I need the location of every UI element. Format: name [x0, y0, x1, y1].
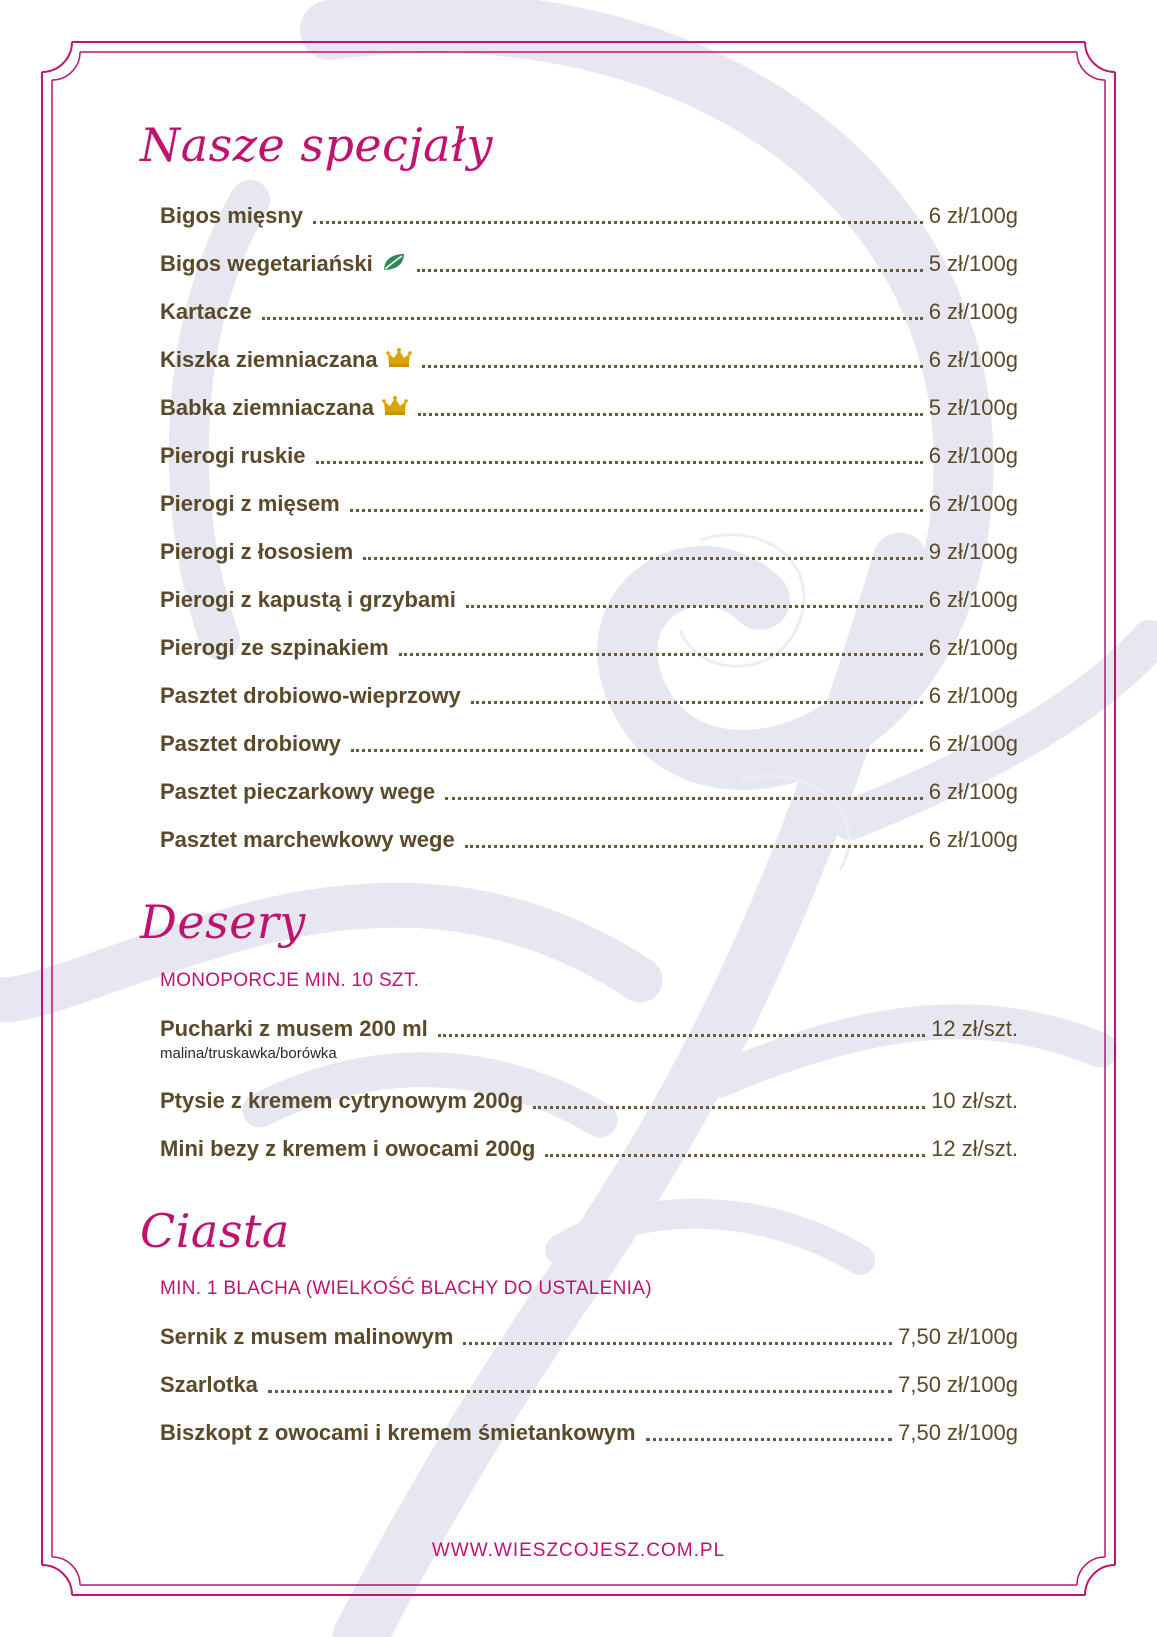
menu-item [160, 346, 1018, 394]
menu-item-name [160, 1419, 636, 1447]
menu-item-row [160, 778, 1018, 806]
menu-item-name [160, 1371, 258, 1399]
menu-item-row [160, 1135, 1018, 1163]
menu-item-description: malina/truskawka/borówka [160, 1045, 337, 1062]
menu-item-price: 6 zł/100g [928, 827, 1018, 852]
dotted-leader [466, 604, 923, 608]
menu-item-name [160, 586, 456, 614]
menu-item-price: 6 zł/100g [928, 587, 1018, 612]
menu-item-name [160, 1323, 453, 1351]
dotted-leader [399, 652, 923, 656]
menu-item-row [160, 250, 1018, 278]
menu-item-name [160, 394, 408, 422]
menu-item [160, 730, 1018, 778]
dotted-leader [463, 1341, 892, 1345]
menu-item-price: 6 zł/100g [928, 779, 1018, 804]
menu-item-price: 10 zł/szt. [931, 1088, 1018, 1113]
menu-item-row [160, 1015, 1018, 1043]
menu-item-row [160, 298, 1018, 326]
menu-item-price: 6 zł/100g [928, 203, 1018, 228]
dotted-leader [316, 460, 923, 464]
menu-item-name-text: Pasztet pieczarkowy wege [160, 779, 436, 804]
menu-item-name [160, 346, 412, 374]
menu-item-price: 5 zł/100g [928, 251, 1018, 276]
menu-item-price: 6 zł/100g [928, 635, 1018, 660]
menu-item-name-text: Kartacze [160, 299, 252, 324]
menu-item-price: 6 zł/100g [928, 731, 1018, 756]
menu-item-price: 9 zł/100g [928, 539, 1018, 564]
section-title-desserts: Desery [140, 895, 306, 949]
menu-item-name-text: Pucharki z musem 200 ml [160, 1016, 428, 1041]
specialties-list [160, 202, 1018, 874]
cakes-list [160, 1323, 1018, 1467]
menu-item [160, 826, 1018, 874]
dotted-leader [351, 748, 923, 752]
menu-item [160, 778, 1018, 826]
menu-item-row [160, 1087, 1018, 1115]
menu-item-name-text: Kiszka ziemniaczana [160, 347, 378, 372]
menu-item-name-text: Babka ziemniaczana [160, 395, 374, 420]
menu-item-name-text: Bigos wegetariański [160, 251, 373, 276]
dotted-leader [422, 364, 923, 368]
menu-item [160, 250, 1018, 298]
menu-item [160, 538, 1018, 586]
dotted-leader [350, 508, 923, 512]
section-title-specialties: Nasze specjały [140, 118, 493, 172]
leaf-icon [381, 251, 407, 273]
dotted-leader [418, 412, 923, 416]
menu-item-name-text: Pierogi z mięsem [160, 491, 340, 516]
menu-item [160, 1419, 1018, 1467]
menu-item-price: 5 zł/100g [928, 395, 1018, 420]
menu-item-name-text: Biszkopt z owocami i kremem śmietankowym [160, 1420, 636, 1445]
menu-item-row [160, 1419, 1018, 1447]
menu-item-name [160, 538, 353, 566]
menu-item-name [160, 1087, 523, 1115]
menu-item-row [160, 202, 1018, 230]
dotted-leader [545, 1153, 925, 1157]
menu-item-price: 6 zł/100g [928, 299, 1018, 324]
menu-item [160, 1371, 1018, 1419]
menu-item [160, 298, 1018, 346]
crown-icon [382, 395, 408, 417]
menu-item-name-text: Szarlotka [160, 1372, 258, 1397]
menu-item [160, 1087, 1018, 1135]
menu-item-row [160, 346, 1018, 374]
menu-item-name-text: Pasztet drobiowo-wieprzowy [160, 683, 461, 708]
menu-item-price: 7,50 zł/100g [898, 1372, 1018, 1397]
menu-item-name [160, 826, 455, 854]
menu-item-price: 6 zł/100g [928, 491, 1018, 516]
menu-item-price: 6 zł/100g [928, 347, 1018, 372]
menu-item-name-text: Pasztet marchewkowy wege [160, 827, 455, 852]
menu-item-row [160, 730, 1018, 758]
menu-item-row [160, 682, 1018, 710]
menu-item-name-text: Pasztet drobiowy [160, 731, 341, 756]
menu-item-name [160, 442, 306, 470]
dotted-leader [533, 1105, 925, 1109]
menu-item-name [160, 1015, 428, 1043]
menu-item-price: 12 zł/szt. [931, 1136, 1018, 1161]
section-title-cakes: Ciasta [140, 1204, 290, 1258]
menu-item-name [160, 298, 252, 326]
menu-item [160, 1015, 1018, 1087]
menu-item-name [160, 490, 340, 518]
menu-item-name-text: Mini bezy z kremem i owocami 200g [160, 1136, 536, 1161]
menu-item [160, 634, 1018, 682]
menu-item-name [160, 682, 461, 710]
menu-item-price: 7,50 zł/100g [898, 1324, 1018, 1349]
dotted-leader [465, 844, 923, 848]
menu-item-price: 7,50 zł/100g [898, 1420, 1018, 1445]
dotted-leader [313, 220, 923, 224]
menu-item-name [160, 730, 341, 758]
menu-item-row [160, 442, 1018, 470]
menu-item-name-text: Pierogi z kapustą i grzybami [160, 587, 456, 612]
cakes-note: MIN. 1 BLACHA (WIELKOŚĆ BLACHY DO USTALENIA) [160, 1278, 652, 1299]
menu-item-name-text: Pierogi z łososiem [160, 539, 354, 564]
menu-item [160, 490, 1018, 538]
menu-item-row [160, 1371, 1018, 1399]
menu-item-name-text: Pierogi ruskie [160, 443, 306, 468]
menu-item [160, 202, 1018, 250]
menu-item-row [160, 586, 1018, 614]
menu-item-name-text: Sernik z musem malinowym [160, 1324, 454, 1349]
menu-item-name-text: Pierogi ze szpinakiem [160, 635, 389, 660]
desserts-list [160, 1015, 1018, 1183]
dotted-leader [445, 796, 923, 800]
menu-item-name [160, 778, 435, 806]
crown-icon [386, 347, 412, 369]
menu-item-name [160, 634, 389, 662]
menu-item-price: 6 zł/100g [928, 443, 1018, 468]
dotted-leader [646, 1437, 893, 1441]
dotted-leader [262, 316, 923, 320]
menu-item-row [160, 634, 1018, 662]
menu-item [160, 682, 1018, 730]
menu-item [160, 1323, 1018, 1371]
menu-item-row [160, 826, 1018, 854]
menu-item-name [160, 202, 303, 230]
menu-item-name-text: Bigos mięsny [160, 203, 304, 228]
menu-item [160, 442, 1018, 490]
menu-item [160, 394, 1018, 442]
menu-item-row [160, 490, 1018, 518]
menu-item-row [160, 538, 1018, 566]
menu-item-name [160, 250, 407, 278]
dotted-leader [363, 556, 923, 560]
menu-item [160, 586, 1018, 634]
dotted-leader [417, 268, 923, 272]
dotted-leader [438, 1033, 925, 1037]
menu-item-name-text: Ptysie z kremem cytrynowym 200g [160, 1088, 524, 1113]
menu-item-name [160, 1135, 535, 1163]
desserts-note: MONOPORCJE MIN. 10 SZT. [160, 970, 420, 991]
menu-item [160, 1135, 1018, 1183]
menu-item-price: 12 zł/szt. [931, 1016, 1018, 1041]
footer-website-link[interactable]: WWW.WIESZCOJESZ.COM.PL [431, 1540, 726, 1561]
dotted-leader [268, 1389, 892, 1393]
menu-item-price: 6 zł/100g [928, 683, 1018, 708]
dotted-leader [471, 700, 923, 704]
menu-item-row [160, 394, 1018, 422]
menu-item-row [160, 1323, 1018, 1351]
